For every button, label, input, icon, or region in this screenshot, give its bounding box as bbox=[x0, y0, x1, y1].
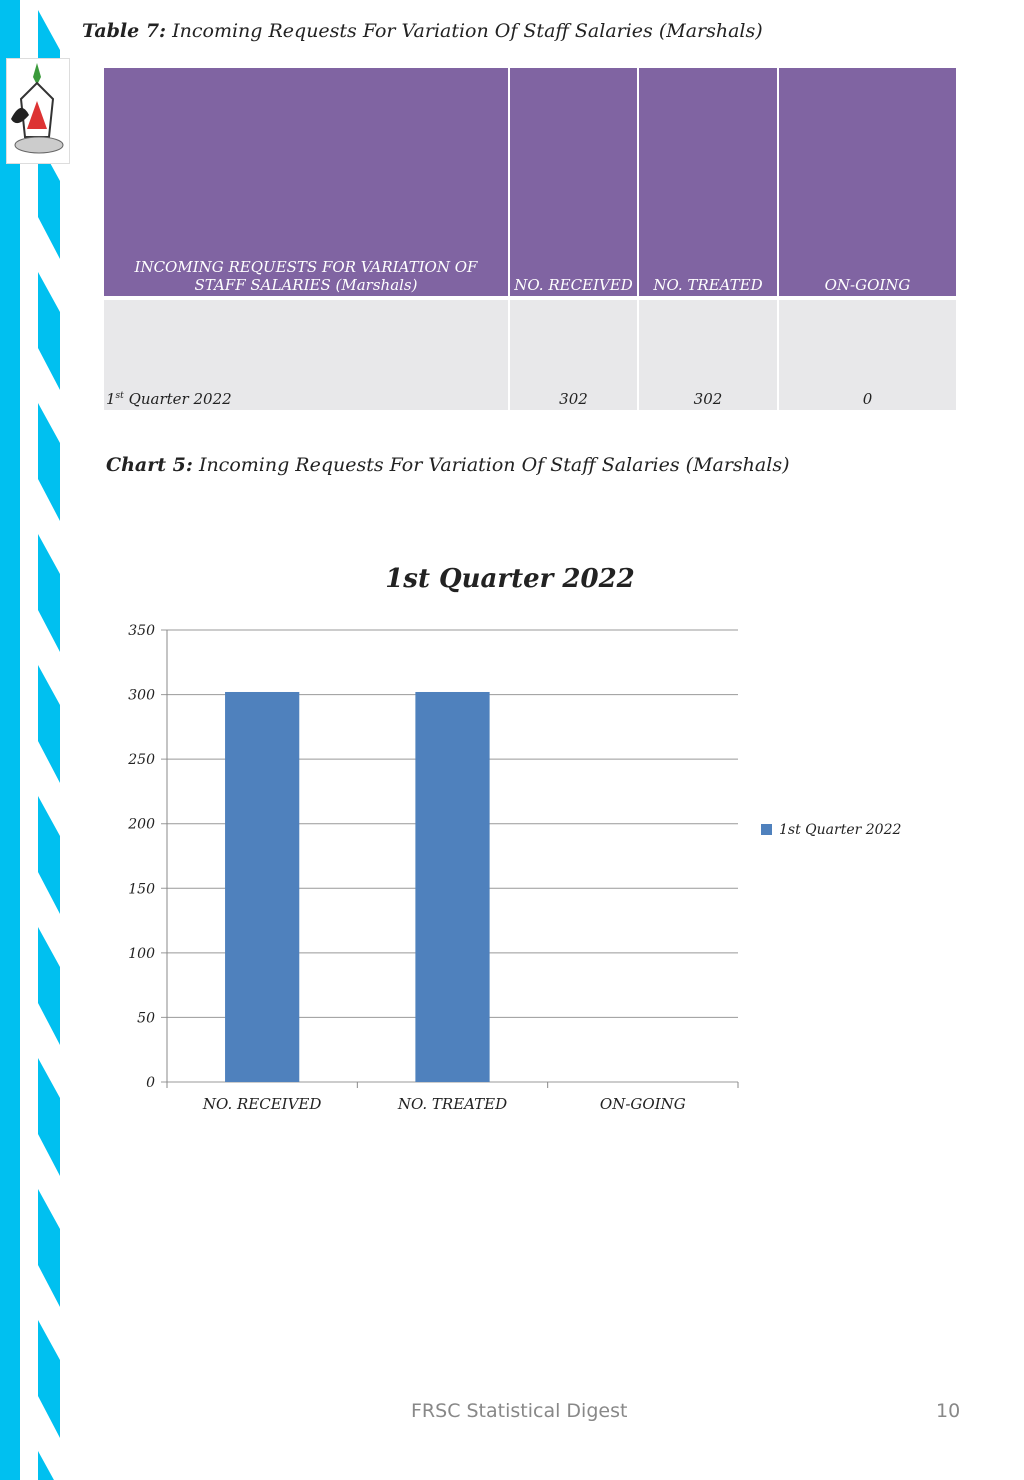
legend-swatch bbox=[761, 824, 772, 835]
cell-received: 302 bbox=[510, 296, 637, 410]
chart-caption bbox=[106, 454, 790, 476]
y-tick-label: 350 bbox=[128, 623, 155, 639]
cell-ongoing: 0 bbox=[779, 296, 956, 410]
table-header-row bbox=[104, 68, 956, 296]
chart-caption-text: Incoming Requests For Variation Of Staff Salaries (Marshals) bbox=[198, 454, 790, 476]
table-row bbox=[104, 296, 956, 410]
frsc-logo bbox=[6, 58, 70, 164]
header-requests: INCOMING REQUESTS FOR VARIATION OF STAFF SALARIES (Marshals) bbox=[104, 68, 508, 296]
x-tick-label: NO. TREATED bbox=[397, 1095, 508, 1113]
y-tick-label: 50 bbox=[137, 1010, 155, 1027]
bar bbox=[225, 692, 299, 1082]
y-tick-label: 100 bbox=[128, 945, 155, 962]
row-label-suffix: st bbox=[115, 391, 124, 401]
y-tick-label: 200 bbox=[128, 816, 155, 833]
chart-title: 1st Quarter 2022 bbox=[385, 564, 635, 594]
x-tick-label: NO. RECEIVED bbox=[202, 1095, 322, 1113]
y-tick-label: 300 bbox=[128, 687, 155, 704]
header-ongoing: ON-GOING bbox=[779, 68, 956, 296]
row-label bbox=[104, 296, 508, 410]
legend-label: 1st Quarter 2022 bbox=[779, 822, 902, 838]
y-tick-label: 250 bbox=[128, 752, 155, 769]
y-tick-label: 150 bbox=[128, 881, 155, 898]
cell-treated: 302 bbox=[639, 296, 777, 410]
row-label-text: Quarter 2022 bbox=[123, 390, 232, 408]
table-caption-lead: Table 7: bbox=[82, 20, 167, 42]
header-treated: NO. TREATED bbox=[639, 68, 777, 296]
y-tick-label: 0 bbox=[146, 1075, 155, 1091]
chart-caption-lead: Chart 5: bbox=[106, 454, 193, 476]
row-label-number: 1 bbox=[106, 390, 116, 408]
page-number: 10 bbox=[936, 1400, 961, 1422]
x-tick-label: ON-GOING bbox=[599, 1095, 686, 1113]
requests-table bbox=[102, 68, 958, 410]
table-caption-text: Incoming Requests For Variation Of Staff Salaries (Marshals) bbox=[172, 20, 763, 42]
bar bbox=[415, 692, 489, 1082]
header-received: NO. RECEIVED bbox=[510, 68, 637, 296]
table-caption bbox=[82, 20, 763, 42]
footer-title: FRSC Statistical Digest bbox=[411, 1400, 628, 1422]
bar-chart bbox=[0, 540, 1024, 1160]
